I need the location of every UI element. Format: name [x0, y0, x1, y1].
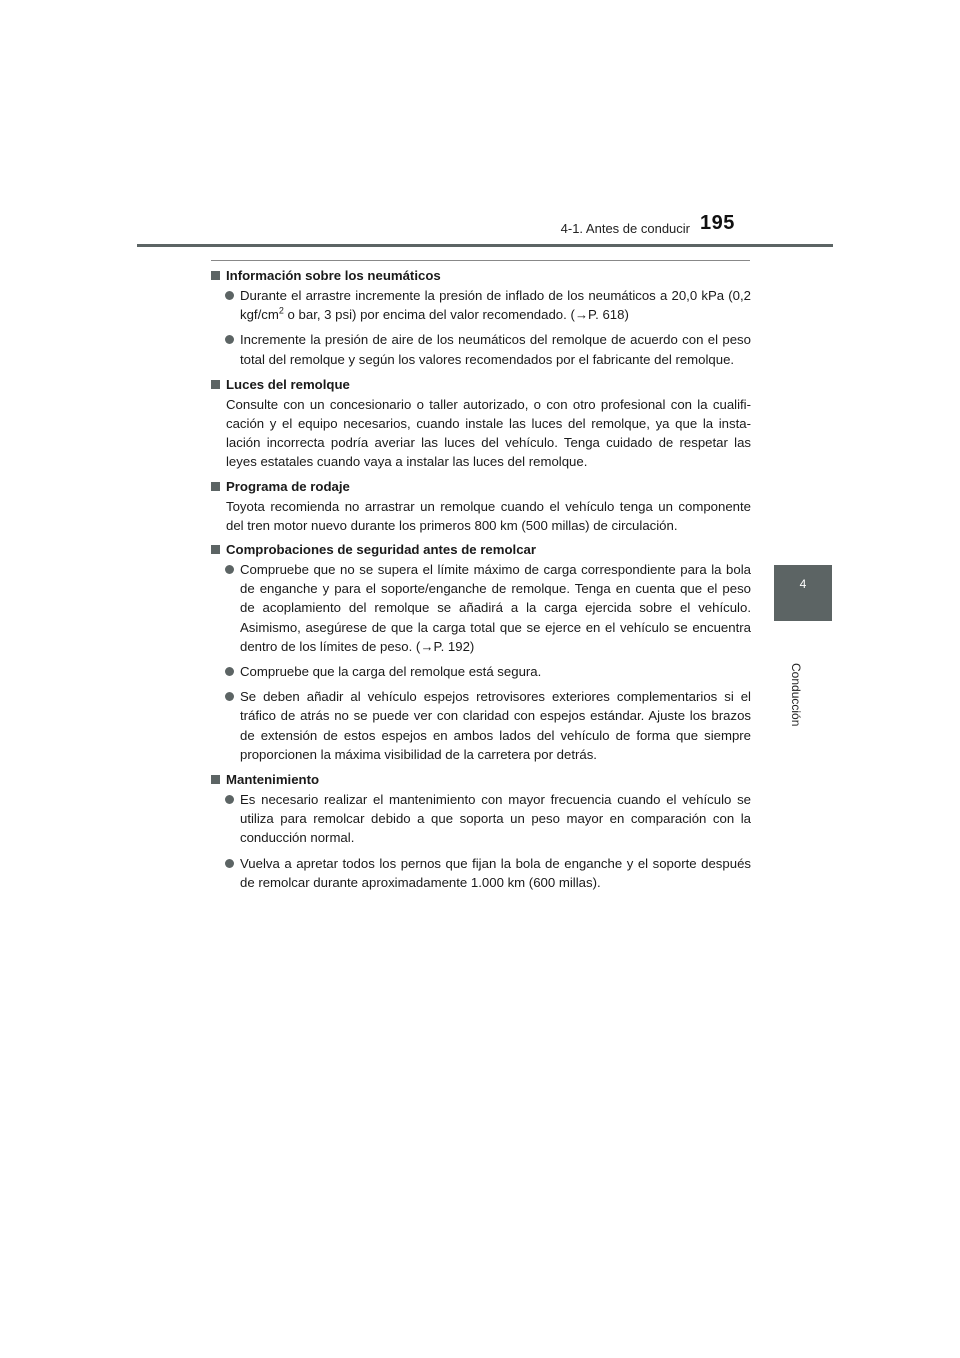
content-top-rule [211, 260, 750, 261]
square-bullet-icon [211, 482, 220, 491]
list-item: Compruebe que no se supera el límite máximo de carga correspondiente para la bola de enganche y para el soporte/enganche de remolque. Tenga en cuenta que el peso de acoplamiento del remolque se añadirá a la carga ejercida sobre el vehículo. Asimismo, asegúrese de que la carga total que se ejerce en el vehículo se encuentra dentro de los límites de peso. (→P. 192) [211, 560, 751, 656]
round-bullet-icon [225, 565, 234, 574]
chapter-tab-label: Conducción [789, 663, 803, 727]
section-body: Toyota recomienda no arrastrar un remolque cuando el vehículo tenga un componente del tren motor nuevo durante los primeros 800 km (500 millas) de circulación. [226, 498, 751, 533]
section-trailer-lights [211, 375, 751, 472]
section-tire-info [211, 266, 751, 369]
section-title: Mantenimiento [226, 772, 320, 788]
square-bullet-icon [211, 271, 220, 280]
round-bullet-icon [225, 692, 234, 701]
round-bullet-icon [225, 859, 234, 868]
page-content [211, 266, 751, 898]
round-bullet-icon [225, 795, 234, 804]
page-number: 195 [700, 212, 735, 234]
chapter-tab-number: 4 [799, 577, 807, 591]
round-bullet-icon [225, 291, 234, 300]
section-title: Programa de rodaje [226, 478, 350, 494]
round-bullet-icon [225, 335, 234, 344]
header-rule [137, 244, 833, 247]
square-bullet-icon [211, 380, 220, 389]
section-safety-checks [211, 540, 751, 764]
list-item: Es necesario realizar el mantenimiento con mayor frecuencia cuando el vehículo se utiliza para remolcar debido a que soporta un peso mayor en comparación con la conducción normal. [211, 790, 751, 848]
section-title: Comprobaciones de seguridad antes de remolcar [226, 542, 536, 558]
list-item: Se deben añadir al vehículo espejos retrovisores exteriores complementarios si el tráfico de atrás no se puede ver con claridad con espejos estándar. Ajuste los brazos de extensión de estos espejos en ambos lados del vehículo de forma que siempre proporcionen la máxima visibilidad de la carretera por detrás. [211, 687, 751, 764]
list-item: Compruebe que la carga del remolque está segura. [211, 662, 751, 681]
section-maintenance [211, 770, 751, 892]
list-item: Incremente la presión de aire de los neumáticos del remolque de acuerdo con el peso total del remolque y según los valores recomendados por el fabricante del remolque. [211, 330, 751, 368]
square-bullet-icon [211, 545, 220, 554]
square-bullet-icon [211, 775, 220, 784]
section-title: Luces del remolque [226, 376, 350, 392]
header-section-title: 4-1. Antes de conducir [560, 221, 690, 236]
section-break-in [211, 477, 751, 535]
round-bullet-icon [225, 667, 234, 676]
section-title: Información sobre los neumáticos [226, 268, 441, 283]
section-body: Consulte con un concesionario o taller autorizado, o con otro profesional con la cualifi-cación y el equipo necesarios, cuando instale las luces del remolque, ya que la insta-lación incorrecta podría averiar las luces del vehículo. Tenga cuidado de respetar las leyes estatales cuando vaya a instalar las luces del remolque. [226, 396, 751, 470]
list-item: Durante el arrastre incremente la presión de inflado de los neumáticos a 20,0 kPa (0,2 kgf/$cm^2$ o bar, 3 psi) por encima del valor recomendado. (→P. 618) [211, 286, 751, 324]
chapter-tab[interactable] [774, 565, 832, 621]
list-item: Vuelva a apretar todos los pernos que fijan la bola de enganche y el soporte después de remolcar durante aproximadamente 1.000 km (600 millas). [211, 854, 751, 892]
